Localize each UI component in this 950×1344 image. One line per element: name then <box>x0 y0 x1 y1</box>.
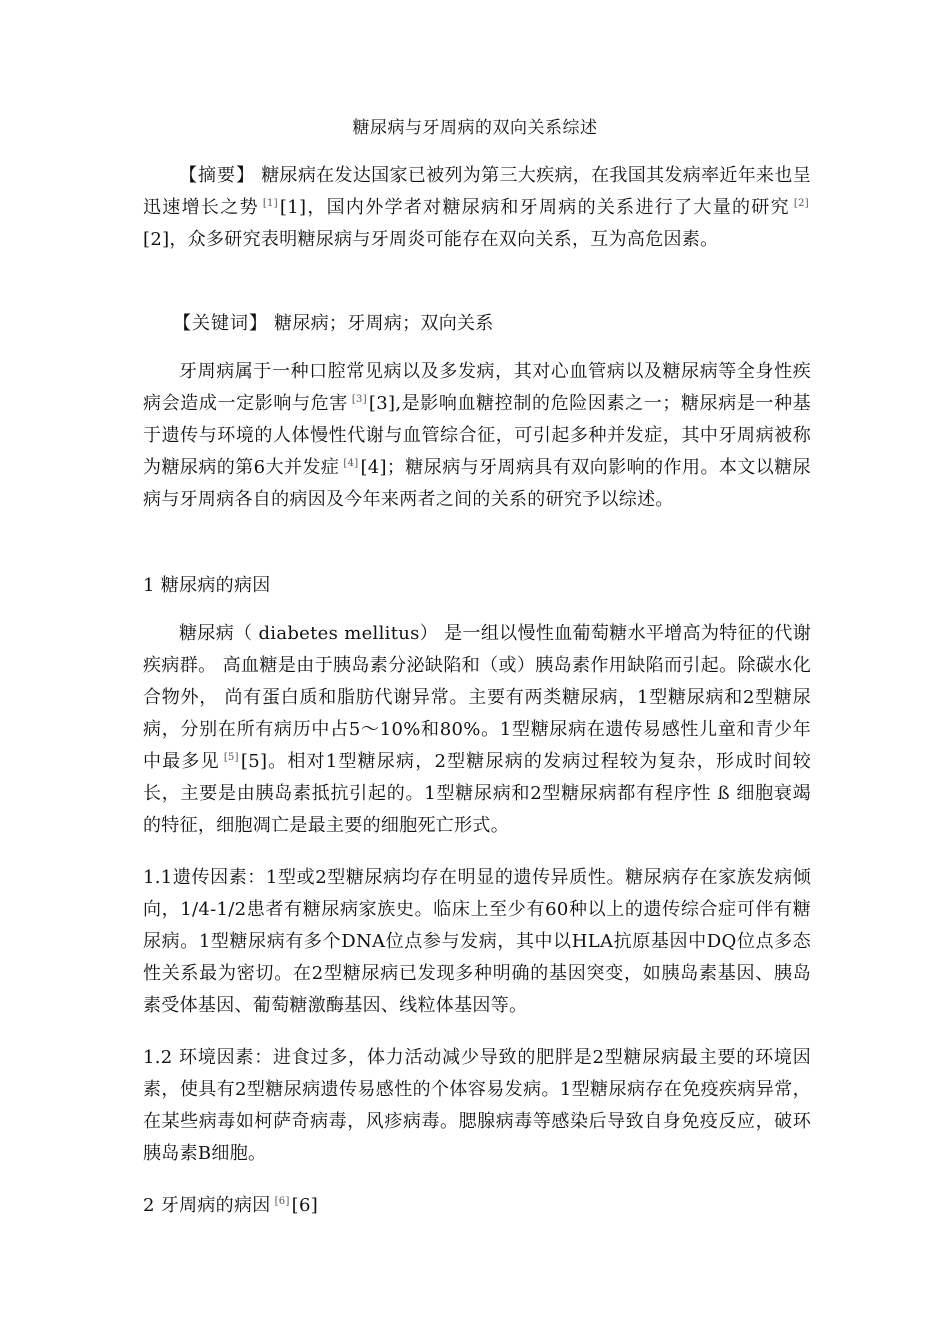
intro-text-3: ；糖尿病与牙周病具有双向影响的作用。本文以糖尿病与牙周病各自的病因及今年来两者之间的关系的研究予以综述。 <box>143 457 811 510</box>
section-1-paragraph <box>143 618 811 842</box>
abstract-label: 【摘要】 <box>179 165 256 186</box>
citation-superscript-4: [4] <box>343 458 359 469</box>
citation-ref-4: [4] <box>360 457 387 478</box>
page-title: 糖尿病与牙周病的双向关系综述 <box>352 118 598 138</box>
intro-text-2: ,是影响血糖控制的危险因素之一；糖尿病是一种基于遗传与环境的人体慢性代谢与血管综合征，可引起多种并发症，其中牙周病被称为糖尿病的第6大并发症 <box>143 393 811 478</box>
citation-ref-6: [6] <box>291 1195 319 1216</box>
keywords-paragraph <box>143 308 811 340</box>
abstract-paragraph <box>143 160 811 256</box>
citation-ref-2: [2] <box>143 229 170 250</box>
citation-superscript-1: [1] <box>262 198 278 209</box>
section-1-text-1: 糖尿病（ diabetes mellitus） 是一组以慢性血葡萄糖水平增高为特征的代谢疾病群。 高血糖是由于胰岛素分泌缺陷和（或）胰岛素作用缺陷而引起。除碳水化合物外， 尚有蛋白质和脂肪代谢异常。主要有两类糖尿病，1型糖尿病和2型糖尿病，分别在所有病历中占5～10%和80%。1型糖尿病在遗传易感性儿童和青少年中最多见 <box>143 623 811 772</box>
abstract-text-2: ，国内外学者对糖尿病和牙周病的关系进行了大量的研究 <box>306 197 790 218</box>
intro-text-1: 牙周病属于一种口腔常见病以及多发病，其对心血管病以及糖尿病等全身性疾病会造成一定影响与危害 <box>143 361 811 414</box>
citation-superscript-2: [2] <box>793 198 809 209</box>
citation-ref-3: [3] <box>368 393 396 414</box>
citation-ref-5: [5] <box>240 751 268 772</box>
section-1-heading: 1 糖尿病的病因 <box>143 575 271 596</box>
section-1-text-2: 。相对1型糖尿病，2型糖尿病的发病过程较为复杂，形成时间较长，主要是由胰岛素抵抗引起的。1型糖尿病和2型糖尿病都有程序性 ß 细胞衰竭的特征，细胞凋亡是最主要的细胞死亡形式。 <box>143 751 812 836</box>
section-2-heading <box>143 1190 811 1222</box>
abstract-text-3: ，众多研究表明糖尿病与牙周炎可能存在双向关系，互为高危因素。 <box>169 229 719 250</box>
section-1-2-paragraph: 1.2 环境因素：进食过多，体力活动减少导致的肥胖是2型糖尿病最主要的环境因素，使具有2型糖尿病遗传易感性的个体容易发病。1型糖尿病存在免疫疾病异常，在某些病毒如柯萨奇病毒，风疹病毒。腮腺病毒等感染后导致自身免疫反应，破环胰岛素B细胞。 <box>143 1047 811 1164</box>
citation-superscript-6: [6] <box>274 1196 290 1207</box>
keywords-text: 糖尿病；牙周病；双向关系 <box>274 313 494 334</box>
citation-superscript-5: [5] <box>223 752 239 763</box>
citation-ref-1: [1] <box>279 197 307 218</box>
abstract-text-1: 糖尿病在发达国家已被列为第三大疾病，在我国其发病率近年来也呈迅速增长之势 <box>143 165 812 218</box>
intro-paragraph <box>143 356 811 516</box>
section-2-heading-text: 2 牙周病的病因 <box>143 1195 271 1216</box>
keywords-label: 【关键词】 <box>173 313 268 334</box>
citation-superscript-3: [3] <box>351 394 367 405</box>
section-1-1-paragraph: 1.1遗传因素：1型或2型糖尿病均存在明显的遗传异质性。糖尿病存在家族发病倾向，1/4-1/2患者有糖尿病家族史。临床上至少有60种以上的遗传综合症可伴有糖尿病。1型糖尿病有多个DNA位点参与发病，其中以HLA抗原基因中DQ位点多态性关系最为密切。在2型糖尿病已发现多种明确的基因突变，如胰岛素基因、胰岛素受体基因、葡萄糖激酶基因、线粒体基因等。 <box>143 867 811 1016</box>
